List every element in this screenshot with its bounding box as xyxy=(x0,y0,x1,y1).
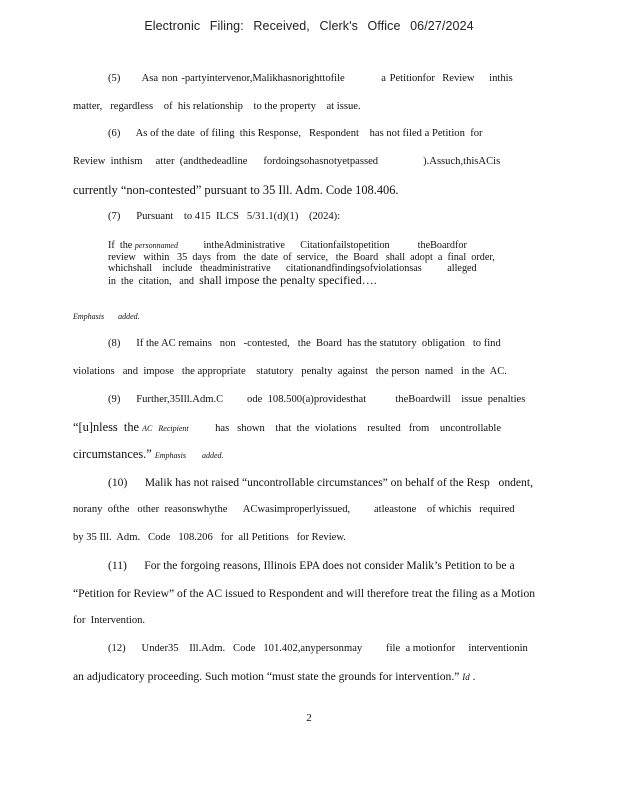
paragraph-8-line-2: violations and impose the appropriate statutory penalty against the person named in the AC. xyxy=(73,366,507,377)
p9-circumstances: circumstances.” xyxy=(73,447,155,461)
page-number: 2 xyxy=(306,712,312,724)
paragraph-11-line-2: “Petition for Review” of the AC issued to Respondent and will therefore treat the filing as a Motion xyxy=(73,587,536,600)
quote-line-1c: intheAdministrative Citationfailstopetition theBoardfor xyxy=(177,240,467,251)
paragraph-6-line-2: Review inthism atter (andthedeadline fordoingsohasnotyetpassed ).Assuch,thisACis xyxy=(73,156,501,167)
p12-period: . xyxy=(469,670,476,683)
paragraph-8-line-1: (8) If the AC remains non -contested, the Board has the statutory obligation to find xyxy=(108,338,501,349)
paragraph-10-line-1: (10) Malik has not raised “uncontrollable circumstances” on behalf of the Resp ondent, xyxy=(108,476,533,489)
paragraph-5-line-2: matter, regardless of his relationship to the property at issue. xyxy=(73,101,361,112)
paragraph-6-line-1: (6) As of the date of filing this Response, Respondent has not filed a Petition for xyxy=(108,128,483,139)
p9-line-2-rest: has shown that the violations resulted from uncontrollable xyxy=(188,423,502,434)
emphasis-note-1: Emphasis added. xyxy=(73,312,140,321)
quote-line-4b: shall impose the penalty specified…. xyxy=(199,272,377,287)
quote-line-2: review within 35 days from the date of service, the Board shall adopt a final order, xyxy=(108,251,495,263)
p9-quote-start: “[u]nless the xyxy=(73,420,143,434)
quote-line-1a: If the xyxy=(108,240,135,251)
paragraph-6-line-3: currently “non-contested” pursuant to 35 Ill. Adm. Code 108.406. xyxy=(73,183,399,197)
paragraph-10-line-3: by 35 Ill. Adm. Code 108.206 for all Petitions for Review. xyxy=(73,532,346,543)
paragraph-11-line-1: (11) For the forgoing reasons, Illinois EPA does not consider Malik’s Petition to be a xyxy=(108,559,515,572)
paragraph-9-line-1: (9) Further,35Ill.Adm.C ode 108.500(a)providesthat theBoardwill issue penalties xyxy=(108,394,526,405)
quote-person-named: personnamed xyxy=(134,241,178,250)
emphasis-note-2: Emphasis added. xyxy=(154,451,224,460)
quote-line-4 xyxy=(108,272,495,288)
paragraph-11-line-3: for Intervention. xyxy=(73,615,146,626)
quote-line-1 xyxy=(108,240,495,252)
quote-line-4a: in the citation, and xyxy=(108,275,200,287)
p12-id-citation: Id xyxy=(462,672,470,682)
paragraph-12-line-2 xyxy=(73,670,476,683)
p9-ac-recipient: AC Recipient xyxy=(142,424,189,433)
p12-line-2-text: an adjudicatory proceeding. Such motion “must state the grounds for intervention.” xyxy=(73,670,463,683)
block-quote xyxy=(108,240,495,287)
paragraph-9-line-2 xyxy=(73,420,501,435)
paragraph-12-line-1: (12) Under35 Ill.Adm. Code 101.402,anypersonmay file a motionfor interventionin xyxy=(108,643,528,654)
paragraph-10-line-2: norany ofthe other reasonswhythe ACwasimproperlyissued, atleastone of whichis required xyxy=(73,504,515,515)
paragraph-9-line-3 xyxy=(73,447,224,462)
quote-line-3: whichshall include theadministrative citationandfindingsofviolationsas alleged xyxy=(108,263,477,274)
filing-stamp-header: Electronic Filing: Received, Clerk's Office 06/27/2024 xyxy=(144,19,474,33)
paragraph-7-line-1: (7) Pursuant to 415 ILCS 5/31.1(d)(1) (2024): xyxy=(108,211,341,222)
paragraph-5-line-1: (5) Asa non -partyintervenor,Malikhasnorighttofile a Petitionfor Review inthis xyxy=(108,73,513,84)
